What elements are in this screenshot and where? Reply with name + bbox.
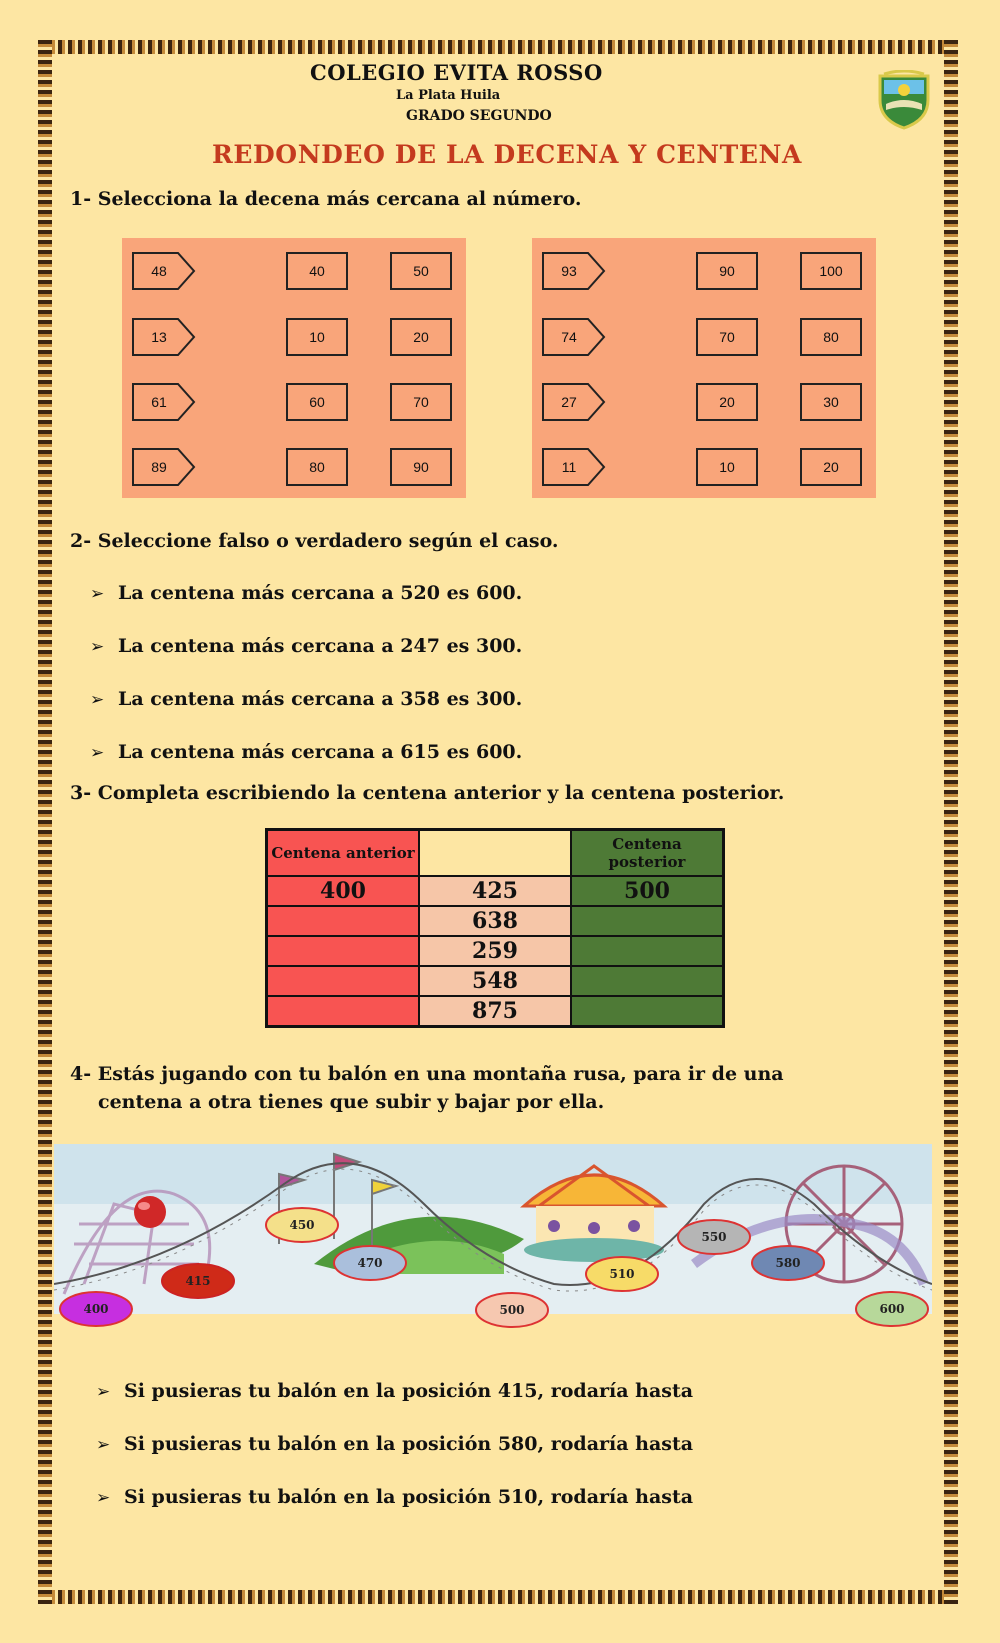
- number-cell: 638: [419, 906, 571, 936]
- anterior-cell[interactable]: [267, 966, 420, 996]
- header-centena-anterior: Centena anterior: [267, 830, 420, 877]
- number-value: 93: [561, 263, 577, 279]
- number-tag: [132, 448, 196, 486]
- decorative-border-top: [38, 40, 958, 54]
- svg-text:500: 500: [499, 1303, 525, 1317]
- posterior-cell[interactable]: [571, 936, 724, 966]
- anterior-cell[interactable]: [267, 996, 420, 1027]
- true-false-statement[interactable]: ➢ La centena más cercana a 358 es 300.: [90, 688, 523, 710]
- number-value: 61: [151, 394, 167, 410]
- option-button[interactable]: 100: [800, 252, 862, 290]
- arrow-bullet-icon: ➢: [96, 1382, 111, 1402]
- arrow-bullet-icon: ➢: [96, 1435, 111, 1455]
- number-tag: [542, 448, 606, 486]
- coaster-question: ➢ Si pusieras tu balón en la posición 580, rodaría hasta: [96, 1433, 694, 1455]
- table-row: [267, 966, 724, 996]
- number-value: 74: [561, 329, 577, 345]
- school-city: La Plata Huila: [396, 88, 501, 103]
- option-button[interactable]: 10: [286, 318, 348, 356]
- header-number: [419, 830, 571, 877]
- rounding-panel-left: [122, 238, 466, 498]
- option-button[interactable]: 80: [800, 318, 862, 356]
- option-button[interactable]: 70: [390, 383, 452, 421]
- hundreds-table: [265, 828, 725, 1028]
- table-row: [267, 936, 724, 966]
- true-false-statement[interactable]: ➢ La centena más cercana a 615 es 600.: [90, 741, 523, 763]
- posterior-cell[interactable]: 500: [571, 876, 724, 906]
- number-value: 48: [151, 263, 167, 279]
- position-bubble-510[interactable]: [584, 1255, 660, 1293]
- svg-text:600: 600: [879, 1302, 905, 1316]
- svg-text:470: 470: [357, 1256, 383, 1270]
- number-cell: 425: [419, 876, 571, 906]
- svg-text:450: 450: [289, 1218, 315, 1232]
- position-bubble-550[interactable]: [676, 1218, 752, 1256]
- position-bubble-500[interactable]: [474, 1291, 550, 1329]
- table-row: [267, 996, 724, 1027]
- arrow-bullet-icon: ➢: [96, 1488, 111, 1508]
- question-3-prompt: 3- Completa escribiendo la centena anterior y la centena posterior.: [70, 782, 785, 804]
- arrow-bullet-icon: ➢: [90, 584, 105, 604]
- option-button[interactable]: 60: [286, 383, 348, 421]
- position-bubble-400[interactable]: [58, 1290, 134, 1328]
- question-2-prompt: 2- Seleccione falso o verdadero según el caso.: [70, 530, 559, 552]
- option-button[interactable]: 90: [696, 252, 758, 290]
- position-bubble-450[interactable]: [264, 1206, 340, 1244]
- number-tag: [542, 252, 606, 290]
- coaster-question: ➢ Si pusieras tu balón en la posición 510, rodaría hasta: [96, 1486, 694, 1508]
- option-button[interactable]: 40: [286, 252, 348, 290]
- true-false-statement[interactable]: ➢ La centena más cercana a 247 es 300.: [90, 635, 523, 657]
- arrow-bullet-icon: ➢: [90, 690, 105, 710]
- anterior-cell[interactable]: [267, 936, 420, 966]
- coaster-question: ➢ Si pusieras tu balón en la posición 415, rodaría hasta: [96, 1380, 694, 1402]
- rounding-panel-right: [532, 238, 876, 498]
- option-button[interactable]: 80: [286, 448, 348, 486]
- decorative-border-left: [38, 40, 52, 1604]
- option-button[interactable]: 30: [800, 383, 862, 421]
- number-value: 27: [561, 394, 577, 410]
- school-crest-icon: [876, 70, 932, 130]
- true-false-statement[interactable]: ➢ La centena más cercana a 520 es 600.: [90, 582, 523, 604]
- svg-text:415: 415: [185, 1274, 211, 1288]
- anterior-cell[interactable]: [267, 906, 420, 936]
- number-tag: [542, 318, 606, 356]
- number-value: 89: [151, 459, 167, 475]
- number-cell: 548: [419, 966, 571, 996]
- decorative-border-right: [944, 40, 958, 1604]
- question-1-prompt: 1- Selecciona la decena más cercana al número.: [70, 188, 582, 210]
- option-button[interactable]: 20: [696, 383, 758, 421]
- number-tag: [132, 252, 196, 290]
- table-row: [267, 906, 724, 936]
- school-name: COLEGIO EVITA ROSSO: [310, 60, 603, 85]
- svg-text:400: 400: [83, 1302, 109, 1316]
- number-value: 11: [561, 459, 577, 475]
- number-tag: [542, 383, 606, 421]
- option-button[interactable]: 10: [696, 448, 758, 486]
- header-centena-posterior: Centena posterior: [571, 830, 724, 877]
- svg-text:580: 580: [775, 1256, 801, 1270]
- posterior-cell[interactable]: [571, 966, 724, 996]
- svg-text:510: 510: [609, 1267, 635, 1281]
- number-tag: [132, 383, 196, 421]
- school-grade: GRADO SEGUNDO: [406, 108, 552, 124]
- table-row: [267, 876, 724, 906]
- number-value: 13: [151, 329, 167, 345]
- position-bubble-600[interactable]: [854, 1290, 930, 1328]
- option-button[interactable]: 70: [696, 318, 758, 356]
- page-title: REDONDEO DE LA DECENA Y CENTENA: [212, 140, 802, 169]
- number-cell: 875: [419, 996, 571, 1027]
- arrow-bullet-icon: ➢: [90, 637, 105, 657]
- posterior-cell[interactable]: [571, 906, 724, 936]
- option-button[interactable]: 90: [390, 448, 452, 486]
- position-bubble-470[interactable]: [332, 1244, 408, 1282]
- position-bubble-415[interactable]: [160, 1262, 236, 1300]
- posterior-cell[interactable]: [571, 996, 724, 1027]
- number-cell: 259: [419, 936, 571, 966]
- position-bubble-580[interactable]: [750, 1244, 826, 1282]
- option-button[interactable]: 50: [390, 252, 452, 290]
- decorative-border-bottom: [38, 1590, 958, 1604]
- arrow-bullet-icon: ➢: [90, 743, 105, 763]
- question-4-prompt: 4- Estás jugando con tu balón en una montaña rusa, para ir de una centena a otra tienes que subir y bajar por ella.: [70, 1063, 784, 1113]
- option-button[interactable]: 20: [800, 448, 862, 486]
- svg-text:550: 550: [701, 1230, 727, 1244]
- anterior-cell[interactable]: 400: [267, 876, 420, 906]
- option-button[interactable]: 20: [390, 318, 452, 356]
- number-tag: [132, 318, 196, 356]
